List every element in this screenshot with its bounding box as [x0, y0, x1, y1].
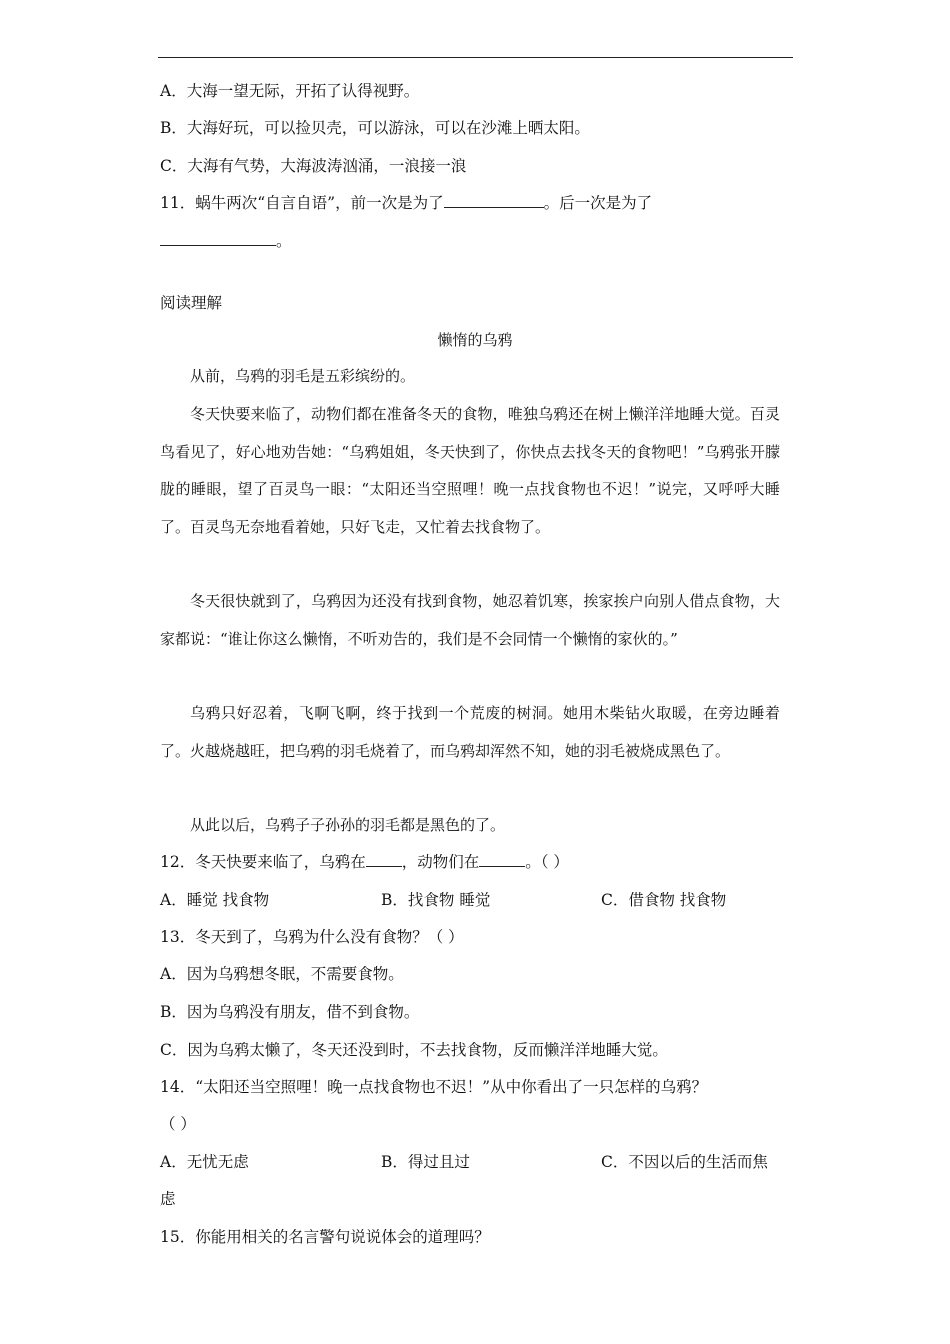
passage-title: 懒惰的乌鸦 — [437, 331, 513, 349]
q13-option-a[interactable]: A．因为乌鸦想冬眠，不需要食物。 — [160, 965, 404, 983]
q11-continuation — [160, 231, 292, 251]
q10-option-a: A．大海一望无际，开拓了认得视野。 — [160, 82, 420, 100]
q15-question: 15．你能用相关的名言警句说说体会的道理吗？ — [160, 1228, 490, 1246]
q13-option-c[interactable]: C．因为乌鸦太懒了，冬天还没到时，不去找食物，反而懒洋洋地睡大觉。 — [160, 1041, 668, 1059]
q12-question — [160, 852, 569, 872]
q12-option-c[interactable]: C．借食物 找食物 — [601, 891, 727, 909]
q12-option-b[interactable]: B．找食物 睡觉 — [381, 891, 491, 909]
q14-question: 14．“太阳还当空照哩！晚一点找食物也不迟！”从中你看出了一只怎样的乌鸦？ — [160, 1078, 708, 1096]
q12-part3: 。（ ） — [525, 853, 569, 871]
q14-option-b[interactable]: B．得过且过 — [381, 1153, 470, 1171]
q12-part2: ，动物们在 — [401, 853, 480, 871]
q14-option-c-wrap: 虑 — [160, 1190, 176, 1208]
q12-part1: 12．冬天快要来临了，乌鸦在 — [160, 853, 366, 871]
q10-option-c: C．大海有气势，大海波涛汹涌，一浪接一浪 — [160, 157, 467, 175]
q14-option-a[interactable]: A．无忧无虑 — [160, 1153, 249, 1171]
q14-answer-paren: （ ） — [160, 1115, 196, 1133]
q11-part2: 。后一次是为了 — [543, 194, 653, 212]
q12-blank-1[interactable] — [366, 852, 402, 867]
q10-option-b: B．大海好玩，可以捡贝壳，可以游泳，可以在沙滩上晒太阳。 — [160, 119, 590, 137]
passage-paragraph-2: 冬天快要来临了，动物们都在准备冬天的食物，唯独乌鸦还在树上懒洋洋地睡大觉。百灵鸟看见了，好心地劝告她：“乌鸦姐姐，冬天快到了，你快点去找冬天的食物吧！”乌鸦张开朦胧的睡眼，望了百灵鸟一眼：“太阳还当空照哩！晚一点找食物也不迟！”说完，又呼呼大睡了。百灵鸟无奈地看着她，只好飞走，又忙着去找食物了。 — [160, 405, 780, 536]
header-rule — [158, 57, 793, 58]
q12-blank-2[interactable] — [479, 852, 525, 867]
passage-paragraph-1: 从前，乌鸦的羽毛是五彩缤纷的。 — [190, 367, 416, 385]
q11-end: 。 — [276, 232, 292, 250]
passage-paragraph-3: 冬天很快就到了，乌鸦因为还没有找到食物，她忍着饥寒，挨家挨户向别人借点食物，大家都说：“谁让你这么懒惰，不听劝告的，我们是不会同情一个懒惰的家伙的。” — [160, 592, 780, 648]
passage-paragraph-4: 乌鸦只好忍着，飞啊飞啊，终于找到一个荒废的树洞。她用木柴钻火取暖，在旁边睡着了。火越烧越旺，把乌鸦的羽毛烧着了，而乌鸦却浑然不知，她的羽毛被烧成黑色了。 — [160, 704, 780, 760]
q12-option-a[interactable]: A．睡觉 找食物 — [160, 891, 270, 909]
passage-paragraph-5: 从此以后，乌鸦子子孙孙的羽毛都是黑色的了。 — [190, 816, 506, 834]
q14-option-c[interactable]: C．不因以后的生活而焦 — [601, 1153, 768, 1171]
q11-blank-2[interactable] — [160, 231, 276, 246]
q13-question: 13．冬天到了，乌鸦为什么没有食物？（ ） — [160, 928, 464, 946]
q11-part1: 11．蜗牛两次“自言自语”，前一次是为了 — [160, 194, 444, 212]
section-label: 阅读理解 — [160, 294, 223, 312]
q13-option-b[interactable]: B．因为乌鸦没有朋友，借不到食物。 — [160, 1003, 420, 1021]
q11-question — [160, 193, 652, 213]
q11-blank-1[interactable] — [444, 193, 544, 208]
